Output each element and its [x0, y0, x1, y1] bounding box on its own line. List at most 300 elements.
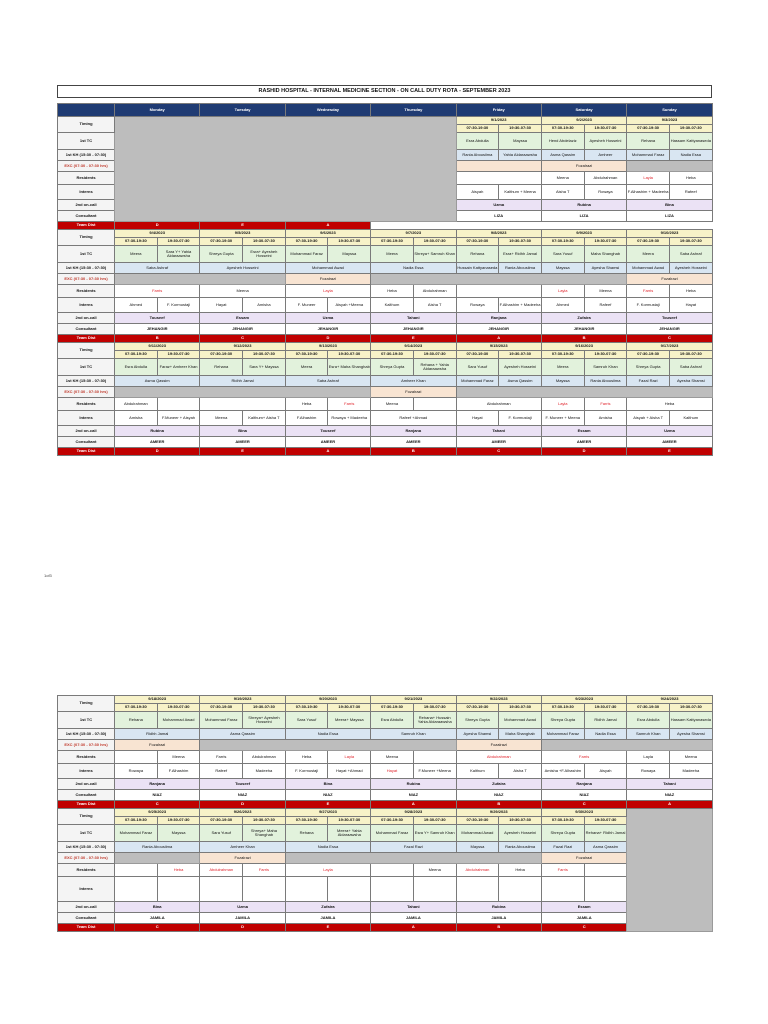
resident-cell: Farris — [541, 864, 584, 877]
date-cell: 9/27/2023 — [285, 809, 370, 817]
resident-cell: Heba — [285, 751, 328, 764]
date-cell: 9/7/2023 — [371, 230, 456, 238]
consultant-cell: JEHANGIR — [627, 324, 712, 335]
kh-cell: Ayesha Shamsi — [456, 729, 499, 740]
time-day: 07:30-19:30 — [115, 238, 158, 246]
team-cell: D — [115, 222, 200, 230]
time-day: 07:30-19:30 — [627, 125, 670, 133]
resident-cell — [584, 864, 627, 877]
ec-label: EXC (07:30 - 07:30 hrs) — [58, 161, 115, 172]
tc-cell: Ayesheh Hosseini — [584, 133, 627, 150]
rota-block-1 — [57, 103, 712, 456]
week4-residents-row — [58, 751, 713, 764]
date-cell: 9/21/2023 — [371, 696, 456, 704]
resident-cell — [115, 864, 158, 877]
team-cell: B — [115, 335, 200, 343]
interns-label: Interns — [58, 877, 115, 902]
time-night: 19:30-07:30 — [669, 238, 712, 246]
second-cell: Tahani — [371, 902, 456, 913]
time-day: 07:30-19:30 — [285, 704, 328, 712]
intern-cell: Kalthum — [456, 764, 499, 779]
date-cell: 9/20/2023 — [285, 696, 370, 704]
time-night: 19:30-07:30 — [328, 817, 371, 825]
resident-cell: Heba — [371, 285, 414, 298]
team-cell: B — [456, 801, 541, 809]
resident-cell: Heba — [669, 285, 712, 298]
resident-cell: Abdulrahman — [200, 864, 243, 877]
intern-cell: Madeeha — [243, 764, 286, 779]
time-night: 19:30-07:30 — [243, 351, 286, 359]
consultant-label: Consultant — [58, 324, 115, 335]
resident-cell: Meena — [157, 751, 200, 764]
intern-cell: Hayat — [371, 764, 414, 779]
day-sunday: Sunday — [627, 104, 712, 117]
team-cell: E — [285, 801, 370, 809]
week4-time-row — [58, 704, 713, 712]
tc-cell: Shreya Gupta — [541, 712, 584, 729]
time-day: 07:30-19:30 — [115, 351, 158, 359]
ec-cell: Fozalrazi — [627, 274, 712, 285]
timing-label: Timing — [58, 117, 115, 133]
second-cell: Tahani — [456, 426, 541, 437]
second-cell: Tahani — [371, 313, 456, 324]
week4-ec-row — [58, 740, 713, 751]
consultant-cell: JEHANGIR — [541, 324, 626, 335]
second-cell: Rubina — [456, 902, 541, 913]
kh-cell: Ayesha Shamsi — [670, 729, 713, 740]
team-cell: C — [541, 924, 626, 932]
team-cell: C — [115, 924, 200, 932]
kh-label: 1st KH (15:30 - 07:30) — [58, 150, 115, 161]
kh-cell: Saba Ashraf — [115, 263, 200, 274]
kh-cell: Fazal Razi — [627, 376, 670, 387]
time-night: 19:30-07:30 — [669, 351, 712, 359]
intern-cell: F. Kormustaji — [627, 298, 670, 313]
time-day: 07:30-19:30 — [456, 238, 499, 246]
tc-cell: Sara Yusuf — [285, 712, 328, 729]
intern-cell: Rowaya — [584, 185, 627, 200]
intern-cell: F.Muneer +Meena — [413, 764, 456, 779]
team-cell: E — [285, 924, 370, 932]
resident-cell: Meena — [200, 285, 285, 298]
tc-cell: Rehana — [115, 712, 158, 729]
ec-cell — [115, 853, 200, 864]
team-cell: B — [456, 924, 541, 932]
date-cell: 9/30/2023 — [541, 809, 626, 817]
resident-cell — [115, 751, 158, 764]
resident-cell — [200, 398, 285, 411]
kh-cell: Mohammad Awad — [285, 263, 370, 274]
consultant-cell: NIAZ — [200, 790, 285, 801]
resident-cell: Layla — [627, 751, 670, 764]
kh-cell: Ayesheh Hosseini — [669, 263, 712, 274]
week5-residents-row — [58, 864, 713, 877]
intern-cell — [371, 877, 414, 902]
date-cell: 9/17/2023 — [627, 343, 712, 351]
second-cell: Zufaira — [285, 902, 370, 913]
tc-cell: Esra Abdulla — [456, 133, 499, 150]
second-cell: Tahani — [627, 779, 712, 790]
kh-cell: Nadia Essa — [584, 729, 627, 740]
kh-cell: Mohammad Faraz — [541, 729, 584, 740]
week2-consultant-row — [58, 324, 713, 335]
team-cell: A — [627, 801, 712, 809]
ec-cell — [200, 740, 456, 751]
consultant-cell: LIZA — [456, 211, 541, 222]
time-night: 19:30-07:30 — [499, 704, 542, 712]
intern-cell — [157, 877, 200, 902]
date-cell: 9/18/2023 — [115, 696, 200, 704]
kh-cell: Amheer Khan — [371, 376, 456, 387]
kh-cell: Hussain Kattyanaseda — [456, 263, 499, 274]
time-day: 07:30-19:30 — [200, 351, 243, 359]
date-cell: 9/6/2023 — [285, 230, 370, 238]
intern-cell: Kalthum+ Aisha T — [243, 411, 286, 426]
time-day: 07:30-19:30 — [456, 125, 499, 133]
week5-kh-row — [58, 842, 713, 853]
team-cell: B — [541, 335, 626, 343]
tc-cell: Meera — [627, 246, 670, 263]
tc-cell: Mohammad Faraz — [115, 825, 158, 842]
timing-label: Timing — [58, 230, 115, 246]
consultant-label: Consultant — [58, 211, 115, 222]
time-night: 19:30-07:30 — [584, 351, 627, 359]
time-night: 19:30-07:30 — [413, 817, 456, 825]
date-cell: 9/16/2023 — [541, 343, 626, 351]
team-cell: A — [456, 335, 541, 343]
rota-block-2 — [57, 695, 712, 932]
intern-cell — [541, 877, 584, 902]
intern-cell: Hayat +Ahmad — [328, 764, 371, 779]
team-cell: E — [627, 448, 712, 456]
kh-cell: Fazal Razi — [541, 842, 584, 853]
second-cell: Ranjana — [371, 426, 456, 437]
ec-cell: Fozalrazi — [541, 853, 626, 864]
ec-cell: Fozalrazi — [285, 274, 370, 285]
resident-cell: Meena — [584, 285, 627, 298]
second-label: 2nd on-call — [58, 200, 115, 211]
kh-cell: Asma Qassim — [584, 842, 627, 853]
consultant-label: Consultant — [58, 437, 115, 448]
resident-cell: Meena — [371, 751, 414, 764]
tc-cell: Ayesheh Hosseini — [499, 825, 542, 842]
tc-label: 1st TC — [58, 712, 115, 729]
team-cell: E — [200, 222, 285, 230]
consultant-cell: NIAZ — [115, 790, 200, 801]
week5-team-row — [58, 924, 713, 932]
week4-second-row — [58, 779, 713, 790]
week5-tc-row — [58, 825, 713, 842]
intern-cell: Aisha T — [413, 298, 456, 313]
date-cell: 9/26/2023 — [200, 809, 285, 817]
week3-consultant-row — [58, 437, 713, 448]
intern-cell: Meena — [200, 411, 243, 426]
week1-date-row — [58, 117, 713, 125]
consultant-cell: NIAZ — [285, 790, 370, 801]
consultant-cell: AMEER — [285, 437, 370, 448]
intern-cell: Rowaya — [456, 298, 499, 313]
week3-residents-row — [58, 398, 713, 411]
intern-cell: Ahmed — [115, 298, 158, 313]
team-cell: D — [200, 924, 285, 932]
tc-cell: Meera+ Mayssa — [328, 712, 371, 729]
resident-cell: Abdulrahman — [243, 751, 286, 764]
intern-cell: Aisha T — [499, 764, 542, 779]
kh-cell: Nadia Essa — [669, 150, 712, 161]
tc-cell: Shreya+ Samruh Khan — [413, 246, 456, 263]
kh-cell: Rania Abousiima — [115, 842, 200, 853]
second-cell: Ranjana — [541, 779, 626, 790]
date-cell: 9/28/2023 — [371, 809, 456, 817]
time-day: 07:30-19:30 — [541, 351, 584, 359]
tc-cell: Rehana — [200, 359, 243, 376]
time-day: 07:30-19:30 — [627, 238, 670, 246]
intern-cell: F.Alhashim + Madeeha — [627, 185, 670, 200]
tc-cell: Shreya Gupta — [541, 825, 584, 842]
second-label: 2nd on-call — [58, 902, 115, 913]
date-cell: 9/5/2023 — [200, 230, 285, 238]
day-friday: Friday — [456, 104, 541, 117]
team-label: Team Dist — [58, 924, 115, 932]
kh-cell: Rania Abousiima — [456, 150, 499, 161]
resident-cell: Meena — [413, 864, 456, 877]
tc-cell: Mayssa — [157, 825, 200, 842]
corner-cell — [58, 104, 115, 117]
tc-label: 1st TC — [58, 133, 115, 150]
time-day: 07:30-19:30 — [371, 238, 414, 246]
rota-table-2 — [57, 695, 713, 932]
consultant-cell: NIAZ — [627, 790, 712, 801]
time-night: 19:30-07:30 — [499, 125, 542, 133]
intern-cell: Amisha — [115, 411, 158, 426]
week2-residents-row — [58, 285, 713, 298]
kh-cell: Saba Ashraf — [285, 376, 370, 387]
tc-cell: Esra Y+ Samruh Khan — [413, 825, 456, 842]
week5-date-row — [58, 809, 713, 817]
resident-cell: Heba — [285, 398, 328, 411]
time-night: 19:30-07:30 — [499, 238, 542, 246]
time-night: 19:30-07:30 — [584, 238, 627, 246]
intern-cell: F.Alhashim — [157, 764, 200, 779]
interns-label: Interns — [58, 411, 115, 426]
tc-cell: Esra+ Ayesheh Hosseini — [243, 246, 286, 263]
time-day: 07:30-19:30 — [456, 817, 499, 825]
ec-cell — [541, 740, 712, 751]
intern-cell: Madeeha — [670, 764, 713, 779]
second-cell: Touseef — [627, 313, 712, 324]
resident-cell: Abdulrahman — [413, 285, 456, 298]
time-night: 19:30-07:30 — [328, 238, 371, 246]
tc-cell: Saba Ashraf — [669, 359, 712, 376]
second-cell: Touseef — [200, 779, 285, 790]
kh-cell: Asma Qassim — [541, 150, 584, 161]
interns-label: Interns — [58, 298, 115, 313]
consultant-cell: JEHANGIR — [456, 324, 541, 335]
ec-cell: Fozalrazi — [541, 161, 626, 172]
resident-cell: Heba — [669, 172, 712, 185]
tc-cell: Mayssa — [499, 133, 542, 150]
time-night: 19:30-07:30 — [157, 351, 200, 359]
tc-cell: Rehana — [456, 246, 499, 263]
second-cell: Rubina — [115, 426, 200, 437]
time-day: 07:30-19:30 — [285, 238, 328, 246]
kh-cell: Asma Qassim — [499, 376, 542, 387]
team-cell: B — [371, 448, 456, 456]
week2-ec-row — [58, 274, 713, 285]
team-cell: C — [456, 448, 541, 456]
kh-cell: Rania Abousiima — [584, 376, 627, 387]
intern-cell: Aisha T — [541, 185, 584, 200]
ec-cell — [285, 853, 541, 864]
day-wednesday: Wednesday — [285, 104, 370, 117]
tc-cell: Ayesheh Hosseini — [499, 359, 542, 376]
tc-cell: Hassam Kattyanaseda — [670, 712, 713, 729]
consultant-cell: JAMILA — [541, 913, 626, 924]
team-cell: C — [541, 801, 626, 809]
day-header-row — [58, 104, 713, 117]
tc-cell: Esra+ Ridhh Jamal — [499, 246, 542, 263]
team-cell: C — [200, 335, 285, 343]
resident-cell: Layla — [541, 285, 584, 298]
resident-cell: Heba — [157, 864, 200, 877]
resident-cell: Abdulrahman — [456, 751, 541, 764]
time-night: 19:30-07:30 — [413, 351, 456, 359]
intern-cell: F. Kormustaji — [499, 411, 542, 426]
ec-cell — [115, 387, 371, 398]
resident-cell: Abdulrahman — [456, 398, 541, 411]
tc-cell: Shreya+ Maha Shanghab — [243, 825, 286, 842]
intern-cell: Aisyah — [456, 185, 499, 200]
second-cell: Essam — [541, 902, 626, 913]
team-cell: D — [285, 335, 370, 343]
time-day: 07:30-19:30 — [285, 351, 328, 359]
tc-cell: Mohammad Faraz — [371, 825, 414, 842]
resident-cell: Farris — [627, 285, 670, 298]
time-day: 07:30-19:30 — [371, 704, 414, 712]
kh-cell: Fazal Razi — [371, 842, 456, 853]
kh-cell: Mayssa — [541, 376, 584, 387]
date-cell: 9/24/2023 — [627, 696, 712, 704]
week2-date-row — [58, 230, 713, 238]
rota-title: RASHID HOSPITAL - INTERNAL MEDICINE SECTION - ON CALL DUTY ROTA - SEPTEMBER 2023 — [57, 85, 712, 98]
team-label: Team Dist — [58, 335, 115, 343]
tc-cell: Rehana — [285, 825, 328, 842]
time-day: 07:30-19:30 — [456, 704, 499, 712]
consultant-cell: AMEER — [627, 437, 712, 448]
team-cell: A — [285, 448, 370, 456]
kh-cell: Samruh Khan — [371, 729, 456, 740]
tc-cell: Meera — [371, 246, 414, 263]
ec-cell — [371, 274, 627, 285]
kh-cell: Mohammad Awad — [627, 263, 670, 274]
resident-cell: Abdulrahman — [584, 172, 627, 185]
date-cell: 9/11/2023 — [115, 343, 200, 351]
ec-cell — [456, 387, 712, 398]
second-cell: Uzma — [456, 200, 541, 211]
ec-label: EXC (07:30 - 07:30 hrs) — [58, 853, 115, 864]
resident-cell: Farris — [584, 398, 627, 411]
time-day: 07:30-19:30 — [200, 817, 243, 825]
date-cell: 9/29/2023 — [456, 809, 541, 817]
resident-cell — [456, 172, 541, 185]
intern-cell: Aisyah + Aisha T — [627, 411, 670, 426]
time-day: 07:30-19:30 — [456, 351, 499, 359]
page-number: 1of3 — [44, 573, 52, 578]
kh-cell: Amheer Khan — [200, 842, 285, 853]
day-monday: Monday — [115, 104, 200, 117]
week3-kh-row — [58, 376, 713, 387]
date-cell: 9/1/2023 — [456, 117, 541, 125]
resident-cell: Layla — [328, 751, 371, 764]
intern-cell — [584, 877, 627, 902]
kh-cell: Amheer — [584, 150, 627, 161]
residents-label: Residents — [58, 398, 115, 411]
team-cell: A — [285, 222, 370, 230]
ec-cell — [627, 161, 712, 172]
team-label: Team Dist — [58, 448, 115, 456]
intern-cell: Kalthum + Meena — [499, 185, 542, 200]
time-night: 19:30-07:30 — [413, 704, 456, 712]
kh-label: 1st KH (15:30 - 07:30) — [58, 263, 115, 274]
consultant-cell: JAMILA — [456, 913, 541, 924]
intern-cell: Hayat — [200, 298, 243, 313]
kh-cell: Nadia Essa — [371, 263, 456, 274]
resident-cell: Layla — [285, 285, 370, 298]
ec-cell — [115, 274, 286, 285]
kh-cell: Samruh Khan — [627, 729, 670, 740]
kh-cell: Ridhh Jamal — [115, 729, 200, 740]
week3-tc-row — [58, 359, 713, 376]
team-cell: C — [627, 335, 712, 343]
tc-cell: Sara Yusuf — [456, 359, 499, 376]
date-cell: 9/2/2023 — [541, 117, 626, 125]
time-night: 19:30-07:30 — [243, 704, 286, 712]
intern-cell — [115, 877, 158, 902]
tc-cell: Saba Ashraf — [669, 246, 712, 263]
date-cell: 9/14/2023 — [371, 343, 456, 351]
tc-cell: Meera+ Yahia Aldaraawsha — [328, 825, 371, 842]
team-cell: D — [115, 448, 200, 456]
ec-cell: Fozalrazi — [115, 740, 200, 751]
tc-cell: Meera — [285, 359, 328, 376]
week4-date-row — [58, 696, 713, 704]
date-cell: 9/15/2023 — [456, 343, 541, 351]
tc-cell: Esra Abdulla — [371, 712, 414, 729]
ec-cell: Fozalrazi — [200, 853, 285, 864]
kh-cell: Asma Qassim — [200, 729, 285, 740]
time-night: 19:30-07:30 — [328, 704, 371, 712]
kh-cell: Yahia Aldaraawsha — [499, 150, 542, 161]
tc-cell: Mohammad Awad — [157, 712, 200, 729]
date-cell: 9/9/2023 — [541, 230, 626, 238]
consultant-cell: AMEER — [115, 437, 200, 448]
ec-label: EXC (07:30 - 07:30 hrs) — [58, 274, 115, 285]
tc-cell: Samruh Khan — [584, 359, 627, 376]
tc-cell: Rehana+ Ridhh Jamal — [584, 825, 627, 842]
ec-label: EXC (07:30 - 07:30 hrs) — [58, 387, 115, 398]
second-cell: Bina — [285, 779, 370, 790]
resident-cell: Meena — [371, 398, 414, 411]
tc-cell: Shreya Gupta — [627, 359, 670, 376]
time-night: 19:30-07:30 — [670, 704, 713, 712]
team-label: Team Dist — [58, 801, 115, 809]
time-night: 19:30-07:30 — [499, 351, 542, 359]
consultant-cell: JAMILA — [371, 913, 456, 924]
intern-cell — [285, 877, 328, 902]
time-day: 07:30-19:30 — [541, 817, 584, 825]
tc-cell: Shreya+ Ayesheh Hosseini — [243, 712, 286, 729]
intern-cell: Kalthum — [669, 411, 712, 426]
